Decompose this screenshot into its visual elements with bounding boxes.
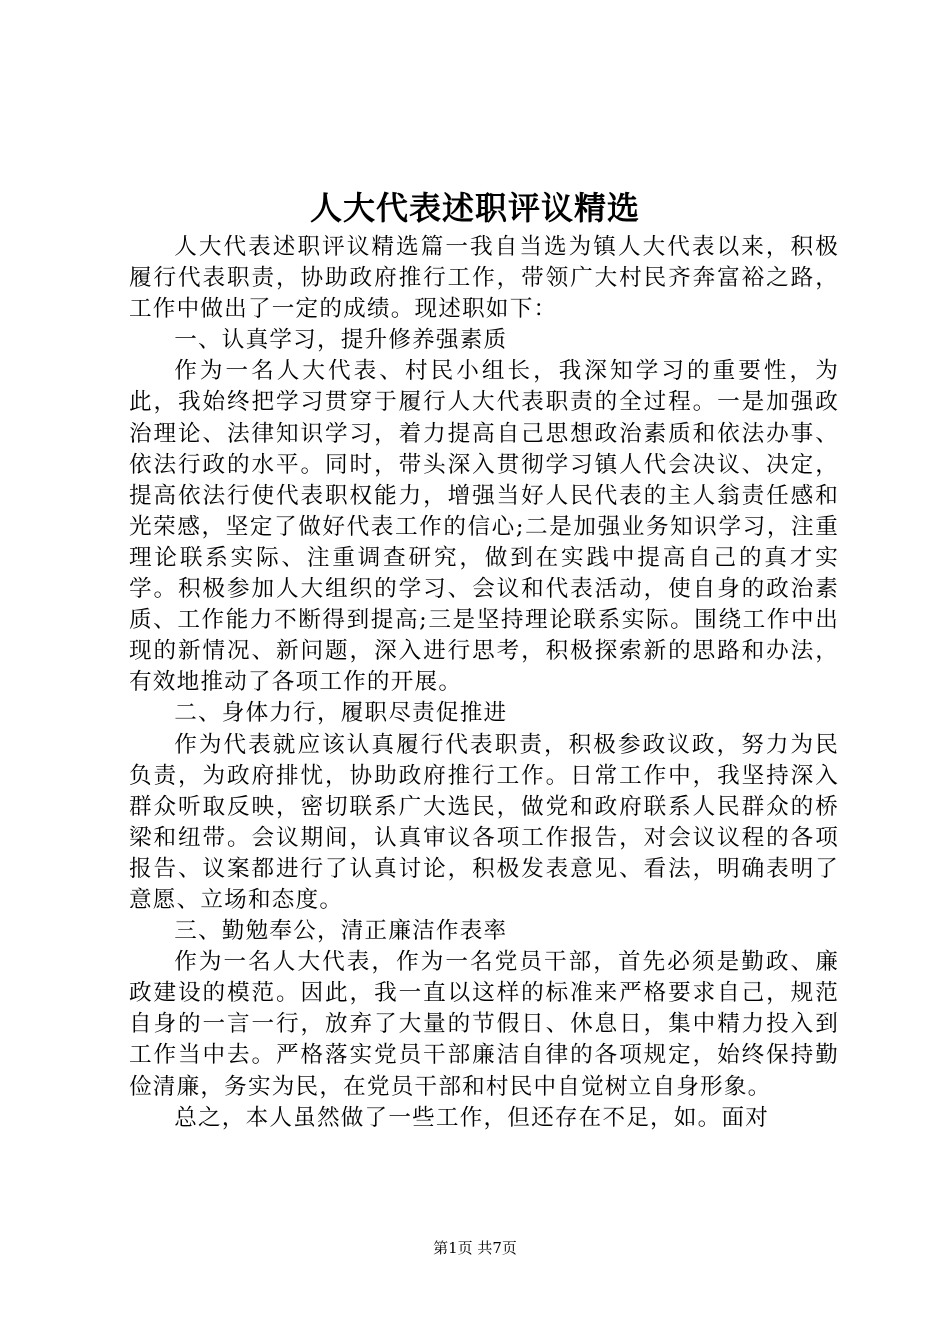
page-number: 第1页 共7页 [433,1239,517,1257]
paragraph-intro: 人大代表述职评议精选篇一我自当选为镇人大代表以来，积极履行代表职责，协助政府推行工作，带领广大村民齐奔富裕之路，工作中做出了一定的成绩。现述职如下： [129,234,839,323]
paragraph-section-3: 作为一名人大代表，作为一名党员干部，首先必须是勤政、廉政建设的模范。因此，我一直以这样的标准来严格要求自己，规范自身的一言一行，放弃了大量的节假日、休息日，集中精力投入到工作当中去。严格落实党员干部廉洁自律的各项规定，始终保持勤俭清廉，务实为民，在党员干部和村民中自觉树立自身形象。 [129,949,839,1100]
document-title: 人大代表述职评议精选 [309,189,640,227]
paragraph-section-2: 作为代表就应该认真履行代表职责，积极参政议政，努力为民负责，为政府排忧，协助政府推行工作。日常工作中，我坚持深入群众听取反映，密切联系广大选民，做党和政府联系人民群众的桥梁和纽带。会议期间，认真审议各项工作报告，对会议议程的各项报告、议案都进行了认真讨论，积极发表意见、看法，明确表明了意愿、立场和态度。 [129,731,839,913]
paragraph-section-1: 作为一名人大代表、村民小组长，我深知学习的重要性，为此，我始终把学习贯穿于履行人大代表职责的全过程。一是加强政治理论、法律知识学习，着力提高自己思想政治素质和依法办事、依法行政的水平。同时，带头深入贯彻学习镇人代会决议、决定，提高依法行使代表职权能力，增强当好人民代表的主人翁责任感和光荣感，坚定了做好代表工作的信心;二是加强业务知识学习，注重理论联系实际、注重调查研究，做到在实践中提高自己的真才实学。积极参加人大组织的学习、会议和代表活动，使自身的政治素质、工作能力不断得到提高;三是坚持理论联系实际。围绕工作中出现的新情况、新问题，深入进行思考，积极探索新的思路和办法，有效地推动了各项工作的开展。 [129,358,839,696]
section-heading-1: 一、认真学习，提升修养强素质 [174,327,508,354]
section-heading-2: 二、身体力行，履职尽责促推进 [174,700,508,727]
section-heading-3: 三、勤勉奉公，清正廉洁作表率 [174,918,508,945]
document-body [129,232,839,1134]
paragraph-summary: 总之，本人虽然做了一些工作，但还存在不足，如。面对 [174,1104,770,1131]
